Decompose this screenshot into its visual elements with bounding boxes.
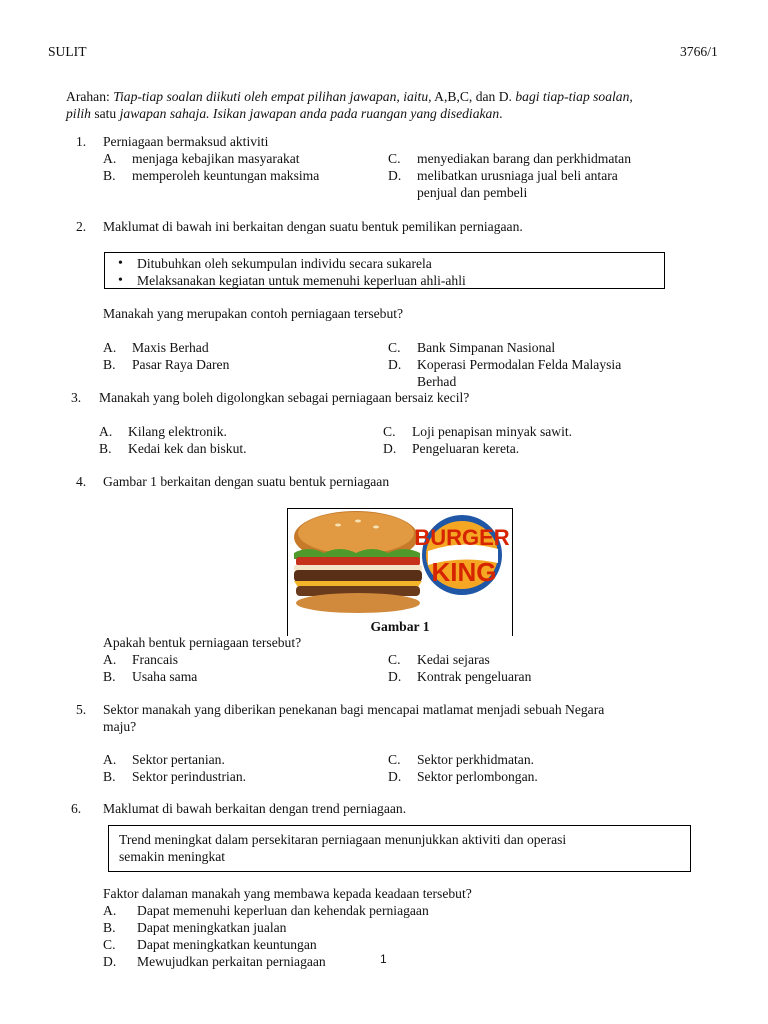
q1-stem: Perniagaan bermaksud aktiviti xyxy=(103,134,269,149)
q5-stem: Sektor manakah yang diberikan penekanan bagi mencapai matlamat menjadi sebuah Negara xyxy=(103,702,605,717)
q1-option-b: B. memperoleh keuntungan maksima xyxy=(103,168,320,183)
page-number: 1 xyxy=(380,952,387,966)
q5-option-c: C. Sektor perkhidmatan. xyxy=(388,752,535,767)
q2-bullet-1: • Ditubuhkan oleh sekumpulan individu secara sukarela xyxy=(113,255,664,272)
q6-number: 6. xyxy=(71,801,82,816)
q2-info-box xyxy=(104,252,665,289)
q4-option-b: B. Usaha sama xyxy=(103,669,198,684)
q2-stem: Maklumat di bawah ini berkaitan dengan suatu bentuk pemilikan perniagaan. xyxy=(103,219,523,234)
header-code: 3766/1 xyxy=(680,44,718,59)
q6-option-b: B. Dapat meningkatkan jualan xyxy=(103,920,287,935)
q2-option-a: A. Maxis Berhad xyxy=(103,340,209,355)
q3-option-a: A. Kilang elektronik. xyxy=(99,424,227,439)
q1-option-d: D. melibatkan urusniaga jual beli antara xyxy=(388,168,618,183)
q6-option-a: A. Dapat memenuhi keperluan dan kehendak perniagaan xyxy=(103,903,429,918)
logo-text-king: KING xyxy=(431,557,497,587)
q4-option-a: A. Francais xyxy=(103,652,179,667)
q4-question: Apakah bentuk perniagaan tersebut? xyxy=(103,635,302,650)
q3-option-c: C. Loji penapisan minyak sawit. xyxy=(383,424,573,439)
q2-number: 2. xyxy=(76,219,87,234)
q1-option-d-cont: penjual dan pembeli xyxy=(417,185,528,200)
q3-option-b: B. Kedai kek dan biskut. xyxy=(99,441,247,456)
q3-number: 3. xyxy=(71,390,82,405)
q2-option-d: D. Koperasi Permodalan Felda Malaysia xyxy=(388,357,622,372)
q5-number: 5. xyxy=(76,702,87,717)
header-sulit: SULIT xyxy=(48,44,87,59)
q2-option-b: B. Pasar Raya Daren xyxy=(103,357,230,372)
q5-option-a: A. Sektor pertanian. xyxy=(103,752,225,767)
q4-figure-caption: Gambar 1 xyxy=(370,619,430,634)
q1-number: 1. xyxy=(76,134,87,149)
q6-question: Faktor dalaman manakah yang membawa kepada keadaan tersebut? xyxy=(103,886,472,901)
q3-stem: Manakah yang boleh digolongkan sebagai perniagaan bersaiz kecil? xyxy=(99,390,470,405)
q6-stem: Maklumat di bawah berkaitan dengan trend perniagaan. xyxy=(103,801,407,816)
q5-stem-cont: maju? xyxy=(103,719,137,734)
q4-number: 4. xyxy=(76,474,87,489)
q2-option-c: C. Bank Simpanan Nasional xyxy=(388,340,556,355)
q6-box-line-1: Trend meningkat dalam persekitaran perniagaan menunjukkan aktiviti dan operasi xyxy=(119,832,567,847)
q5-option-b: B. Sektor perindustrian. xyxy=(103,769,247,784)
burger-king-logo xyxy=(414,515,509,595)
q3-option-d: D. Pengeluaran kereta. xyxy=(383,441,520,456)
q1-option-c: C. menyediakan barang dan perkhidmatan xyxy=(388,151,632,166)
q4-figure-frame xyxy=(287,508,513,636)
burger-king-image xyxy=(288,509,512,619)
q2-bullet-2: • Melaksanakan kegiatan untuk memenuhi keperluan ahli-ahli xyxy=(113,272,664,289)
q5-option-d: D. Sektor perlombongan. xyxy=(388,769,538,784)
burger-icon xyxy=(294,511,422,613)
q1-option-a: A. menjaga kebajikan masyarakat xyxy=(103,151,300,166)
q6-option-c: C. Dapat meningkatkan keuntungan xyxy=(103,937,317,952)
q6-option-d: D. Mewujudkan perkaitan perniagaan xyxy=(103,954,326,969)
q4-stem: Gambar 1 berkaitan dengan suatu bentuk perniagaan xyxy=(103,474,390,489)
q6-info-box xyxy=(108,825,691,872)
q4-option-c: C. Kedai sejaras xyxy=(388,652,490,667)
instructions-line-2: pilih satu jawapan sahaja. Isikan jawapan anda pada ruangan yang disediakan. xyxy=(66,106,503,121)
q6-box-line-2: semakin meningkat xyxy=(119,849,226,864)
q2-question: Manakah yang merupakan contoh perniagaan tersebut? xyxy=(103,306,404,321)
instructions-line-1: Arahan: Tiap-tiap soalan diikuti oleh empat pilihan jawapan, iaitu, A,B,C, dan D. bagi tiap-tiap soalan, xyxy=(66,89,633,104)
q2-option-d-cont: Berhad xyxy=(417,374,457,389)
logo-text-burger: BURGER xyxy=(414,525,510,550)
q4-option-d: D. Kontrak pengeluaran xyxy=(388,669,532,684)
